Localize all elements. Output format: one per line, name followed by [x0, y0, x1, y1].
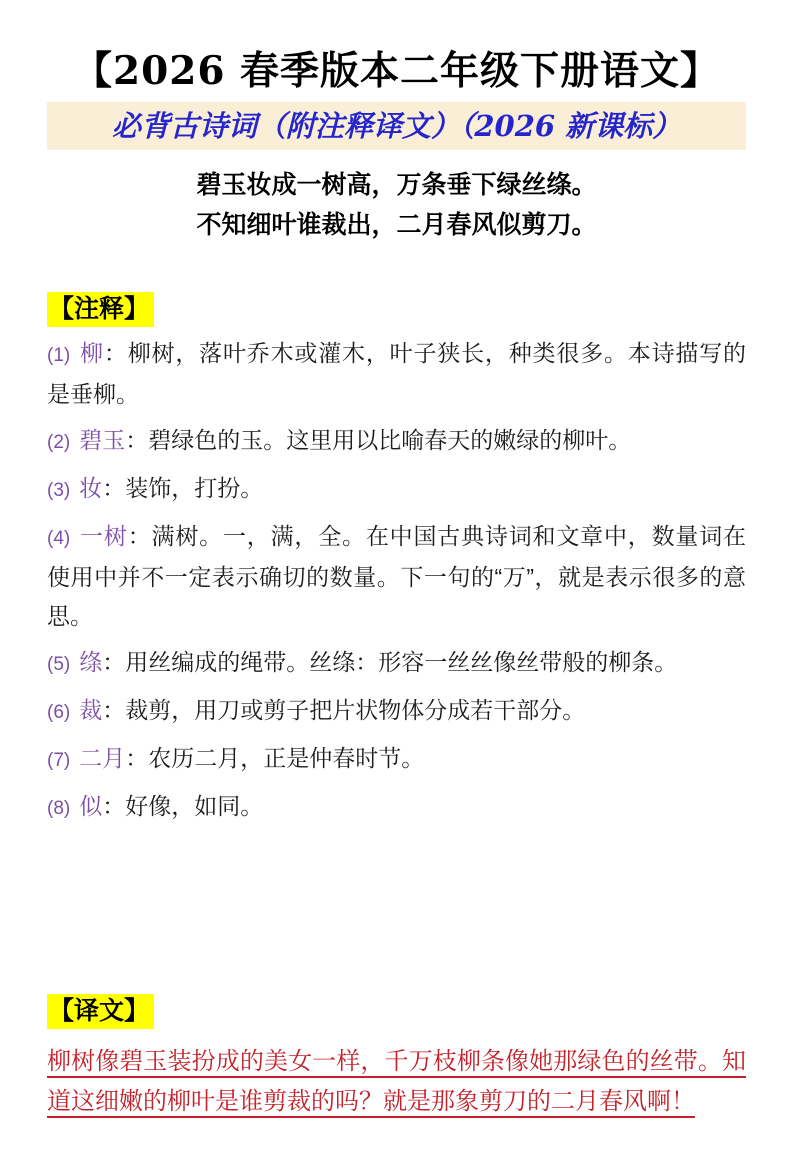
note-text: ：用丝编成的绳带。丝绦：形容一丝丝像丝带般的柳条。 — [102, 648, 678, 675]
translation-section — [47, 994, 746, 1122]
translation-heading: 【译文】 — [47, 994, 154, 1029]
note-term: 柳 — [79, 339, 104, 366]
notes-heading: 【注释】 — [47, 292, 154, 327]
note-text: ：裁剪，用刀或剪子把片状物体分成若干部分。 — [102, 696, 586, 723]
note-text: ：柳树，落叶乔木或灌木，叶子狭长，种类很多。本诗描写的是垂柳。 — [47, 339, 747, 407]
page-title: 【2026 春季版本二年级下册语文】 — [72, 48, 721, 94]
note-item — [47, 643, 746, 684]
note-item — [47, 469, 746, 510]
note-number: (2) — [47, 431, 71, 453]
note-number: (3) — [47, 479, 71, 501]
translation-text: 柳树像碧玉装扮成的美女一样，千万枝柳条像她那绿色的丝带。知道这细嫩的柳叶是谁剪裁的吗？就是那象剪刀的二月春风啊！ — [47, 1047, 746, 1115]
note-term: 二月 — [79, 744, 126, 771]
poem-line-2: 不知细叶谁裁出，二月春风似剪刀。 — [196, 210, 597, 239]
note-text: ：碧绿色的玉。这里用以比喻春天的嫩绿的柳叶。 — [125, 426, 632, 453]
note-term: 碧玉 — [79, 426, 126, 453]
note-number: (6) — [47, 701, 71, 723]
note-number: (4) — [47, 527, 71, 549]
note-item — [47, 421, 746, 462]
note-term: 一树 — [79, 522, 128, 549]
poem-line-1: 碧玉妆成一树高，万条垂下绿丝绦。 — [196, 170, 597, 199]
note-text: ：农历二月，正是仲春时节。 — [125, 744, 425, 771]
note-term: 似 — [79, 792, 103, 819]
note-text: ：装饰，打扮。 — [102, 474, 264, 501]
poem — [47, 165, 746, 245]
notes-section — [47, 292, 746, 828]
note-number: (8) — [47, 797, 71, 819]
note-number: (7) — [47, 749, 71, 771]
note-item — [47, 739, 746, 780]
note-text: ：好像，如同。 — [102, 792, 264, 819]
note-number: (5) — [47, 653, 71, 675]
note-item — [47, 787, 746, 828]
note-item — [47, 334, 746, 414]
note-text: ：满树。一，满，全。在中国古典诗词和文章中，数量词在使用中并不一定表示确切的数量。下一句的“万”，就是表示很多的意思。 — [47, 522, 747, 629]
note-item — [47, 517, 746, 636]
note-term: 裁 — [79, 696, 103, 723]
note-number: (1) — [47, 344, 71, 366]
note-term: 绦 — [79, 648, 103, 675]
document-page — [0, 50, 793, 1172]
note-item — [47, 691, 746, 732]
note-term: 妆 — [79, 474, 103, 501]
subtitle-banner: 必背古诗词（附注释译文）（2026 新课标） — [47, 102, 746, 150]
